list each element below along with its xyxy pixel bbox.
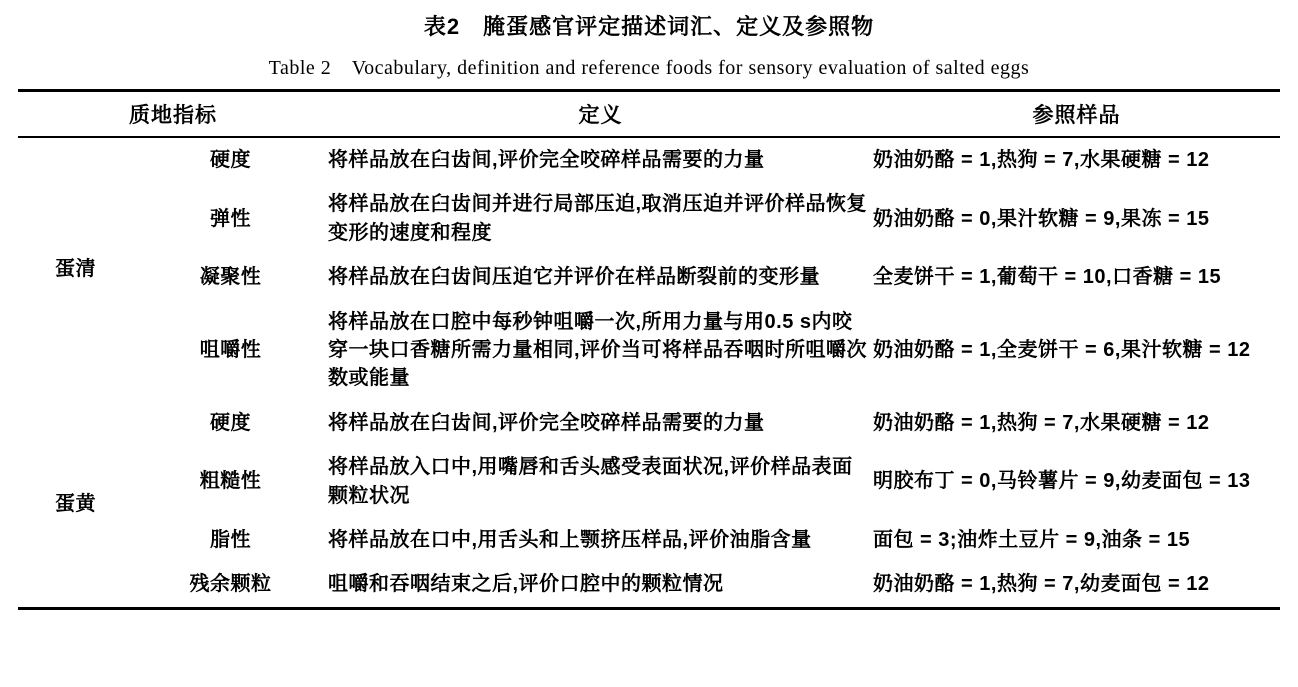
table-row xyxy=(18,445,1280,518)
table-title-chinese: 表2 腌蛋感官评定描述词汇、定义及参照物 xyxy=(423,14,875,39)
attribute-cell: 弹性 xyxy=(210,207,251,230)
attribute-cell: 凝聚性 xyxy=(199,266,262,289)
attribute-cell: 粗糙性 xyxy=(199,470,262,493)
attribute-cell: 硬度 xyxy=(210,149,251,171)
reference-cell: 奶油奶酪 = 0,果汁软糖 = 9,果冻 = 15 xyxy=(873,207,1210,230)
definition-cell: 将样品放在臼齿间并进行局部压迫,取消压迫并评价样品恢复变形的速度和程度 xyxy=(328,193,868,244)
reference-cell: 奶油奶酪 = 1,热狗 = 7,水果硬糖 = 12 xyxy=(873,411,1210,434)
table-row xyxy=(18,300,1280,401)
definition-cell: 将样品放在口中,用舌头和上颚挤压样品,评价油脂含量 xyxy=(328,528,812,551)
reference-cell: 奶油奶酪 = 1,全麦饼干 = 6,果汁软糖 = 12 xyxy=(873,338,1251,361)
definition-cell: 咀嚼和吞咽结束之后,评价口腔中的颗粒情况 xyxy=(328,573,724,596)
table-body xyxy=(18,137,1280,608)
definition-cell: 将样品放在臼齿间,评价完全咬碎样品需要的力量 xyxy=(328,411,765,434)
definition-cell: 将样品放入口中,用嘴唇和舌头感受表面状况,评价样品表面颗粒状况 xyxy=(328,456,853,507)
header-row xyxy=(18,91,1280,138)
reference-cell: 明胶布丁 = 0,马铃薯片 = 9,幼麦面包 = 13 xyxy=(873,470,1251,493)
definition-cell: 将样品放在臼齿间压迫它并评价在样品断裂前的变形量 xyxy=(328,266,820,289)
reference-cell: 奶油奶酪 = 1,热狗 = 7,幼麦面包 = 12 xyxy=(873,573,1210,596)
reference-cell: 面包 = 3;油炸土豆片 = 9,油条 = 15 xyxy=(873,528,1191,551)
table-row xyxy=(18,182,1280,255)
table-row xyxy=(18,562,1280,608)
header-reference: 参照样品 xyxy=(1032,104,1121,127)
header-indicator: 质地指标 xyxy=(129,104,217,127)
attribute-cell: 硬度 xyxy=(210,411,251,434)
table-row xyxy=(18,401,1280,445)
definition-cell: 将样品放在口腔中每秒钟咀嚼一次,所用力量与用0.5 s内咬穿一块口香糖所需力量相同,评价当可将样品吞咽时所咀嚼次数或能量 xyxy=(328,310,868,390)
group-label-egg-white: 蛋清 xyxy=(55,258,96,281)
attribute-cell: 残余颗粒 xyxy=(189,573,272,596)
table-row xyxy=(18,255,1280,299)
table-row xyxy=(18,137,1280,182)
sensory-evaluation-table xyxy=(18,89,1280,610)
table-title-english: Table 2 Vocabulary, definition and reference foods for sensory evaluation of salted eggs xyxy=(268,57,1030,79)
definition-cell: 将样品放在臼齿间,评价完全咬碎样品需要的力量 xyxy=(328,149,765,171)
attribute-cell: 咀嚼性 xyxy=(199,338,262,361)
group-label-egg-yolk: 蛋黄 xyxy=(55,492,96,515)
reference-cell: 全麦饼干 = 1,葡萄干 = 10,口香糖 = 15 xyxy=(873,266,1222,289)
table-header xyxy=(18,91,1280,138)
reference-cell: 奶油奶酪 = 1,热狗 = 7,水果硬糖 = 12 xyxy=(873,149,1210,171)
attribute-cell: 脂性 xyxy=(210,528,251,551)
header-definition: 定义 xyxy=(578,104,623,127)
table-row xyxy=(18,518,1280,562)
